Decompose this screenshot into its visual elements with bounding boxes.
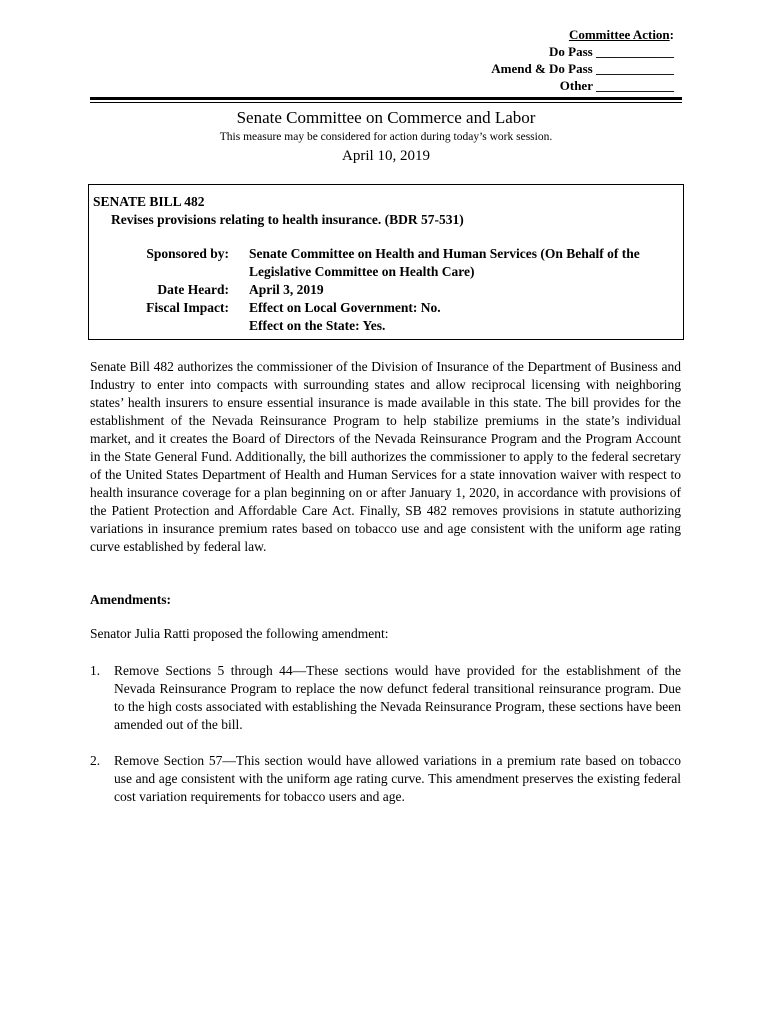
do-pass-line: Do Pass ____________	[549, 44, 674, 59]
committee-action-block	[491, 26, 674, 94]
bill-number: SENATE BILL 482	[93, 194, 205, 209]
date-heard-label: Date Heard:	[157, 282, 229, 297]
work-session-notice: This measure may be considered for action during today’s work session.	[219, 131, 553, 143]
bill-meta	[89, 245, 683, 335]
header-rule-thin	[90, 102, 682, 103]
committee-action-title-line: Committee Action:	[568, 27, 674, 42]
amendment-item	[90, 662, 681, 734]
amend-do-pass-line: Amend & Do Pass ____________	[491, 61, 674, 76]
fiscal-impact-label: Fiscal Impact:	[146, 300, 229, 315]
amendments-list	[90, 662, 681, 824]
committee-action-title: Committee Action	[568, 27, 670, 42]
amendment-number: 1.	[90, 663, 101, 678]
amendment-item	[90, 752, 681, 806]
sponsored-label: Sponsored by:	[146, 246, 229, 261]
amendments-heading: Amendments:	[90, 592, 171, 607]
fiscal-state-value: Effect on the State: Yes.	[249, 318, 386, 333]
committee-name: Senate Committee on Commerce and Labor	[236, 108, 536, 127]
amendments-intro: Senator Julia Ratti proposed the following amendment:	[90, 626, 389, 641]
other-line: Other ____________	[559, 78, 674, 93]
bill-info-box	[88, 184, 684, 340]
date-heard-value: April 3, 2019	[249, 282, 324, 297]
amendment-text: Remove Sections 5 through 44—These sections would have provided for the establishment of the Nevada Reinsurance Program to replace the now defunct federal transitional reinsurance program. Due to the high costs associated with establishing the Nevada Reinsurance Program, these sections have been amended out of the bill.	[114, 663, 681, 732]
bill-summary: Senate Bill 482 authorizes the commissioner of the Division of Insurance of the Department of Business and Industry to enter into compacts with surrounding states and allow reciprocal licensing with neighboring states’ health insurers to ensure essential insurance is made available in this state. The bill provides for the establishment of the Nevada Reinsurance Program to help stabilize premiums in the state’s individual market, and it creates the Board of Directors of the Nevada Reinsurance Program and the Program Account in the State General Fund. Additionally, the bill authorizes the commissioner to apply to the federal secretary of the United States Department of Health and Human Services for a state innovation waiver with respect to health insurance coverage for a plan beginning on or after January 1, 2020, in accordance with provisions of the Patient Protection and Affordable Care Act. Finally, SB 482 removes provisions in statute authorizing variations in insurance premium rates based on tobacco use and age consistent with the uniform age rating curve established by federal law.	[90, 359, 681, 554]
amendment-number: 2.	[90, 753, 101, 768]
amendment-text: Remove Section 57—This section would have allowed variations in a premium rate based on tobacco use and age consistent with the uniform age rating curve. This amendment preserves the existing federal cost variation requirements for tobacco users and age.	[114, 753, 681, 804]
session-date: April 10, 2019	[342, 148, 430, 164]
bill-title: Revises provisions relating to health insurance. (BDR 57-531)	[111, 212, 464, 227]
fiscal-local-value: Effect on Local Government: No.	[249, 300, 441, 315]
sponsored-value: Senate Committee on Health and Human Services (On Behalf of the Legislative Committee on Health Care)	[249, 246, 640, 279]
header-rule-thick	[90, 97, 682, 100]
